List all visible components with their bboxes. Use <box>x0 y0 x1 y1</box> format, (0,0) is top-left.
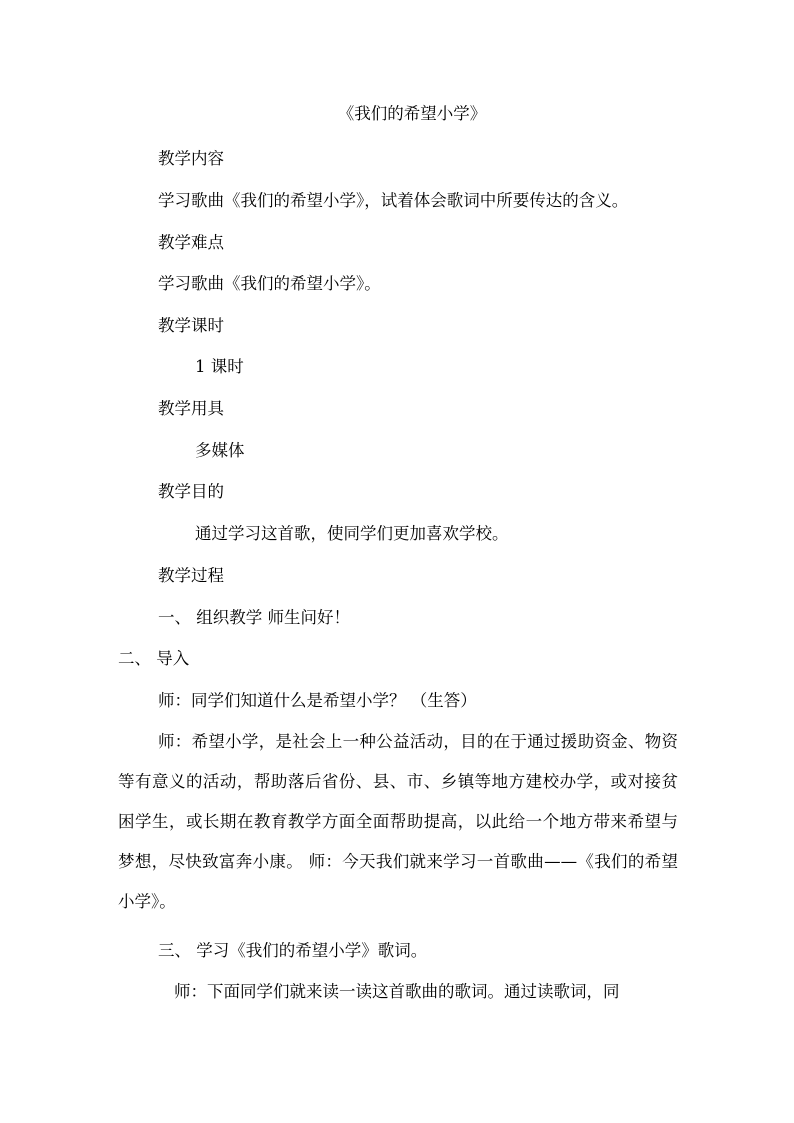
lyrics-paragraph: 师：下面同学们就来读一读这首歌曲的歌词。通过读歌词，同 <box>174 982 620 1001</box>
process-step-3: 三、 学习《我们的希望小学》歌词。 <box>158 941 428 960</box>
teaching-difficulty-text: 学习歌曲《我们的希望小学》。 <box>158 274 381 293</box>
process-step-1: 一、 组织教学 师生问好！ <box>158 608 350 627</box>
intro-paragraph: 师：希望小学，是社会上一种公益活动，目的在于通过援助资金、物资等有意义的活动，帮助落后省份、县、市、乡镇等地方建校办学，或对接贫困学生，或长期在教育教学方面全面帮助提高，以此给一个地方带来希望与梦想，尽快致富奔小康。 师：今天我们就来学习一首歌曲——《我们的希望小学》。 <box>118 732 678 911</box>
heading-teaching-hours: 教学课时 <box>158 316 224 335</box>
heading-teaching-goal: 教学目的 <box>158 482 224 501</box>
document-title: 《我们的希望小学》 <box>337 104 487 123</box>
teaching-hours-text: 1 课时 <box>195 357 244 376</box>
teaching-goal-text: 通过学习这首歌，使同学们更加喜欢学校。 <box>195 524 509 543</box>
heading-teaching-content: 教学内容 <box>158 149 224 168</box>
teacher-question: 师：同学们知道什么是希望小学？ （生答） <box>158 691 477 710</box>
heading-teaching-tools: 教学用具 <box>158 399 224 418</box>
heading-teaching-difficulty: 教学难点 <box>158 233 224 252</box>
teaching-content-text: 学习歌曲《我们的希望小学》，试着体会歌词中所要传达的含义。 <box>158 191 629 210</box>
heading-teaching-process: 教学过程 <box>158 566 224 585</box>
process-step-2: 二、 导入 <box>118 649 190 668</box>
teaching-tools-text: 多媒体 <box>195 441 245 460</box>
